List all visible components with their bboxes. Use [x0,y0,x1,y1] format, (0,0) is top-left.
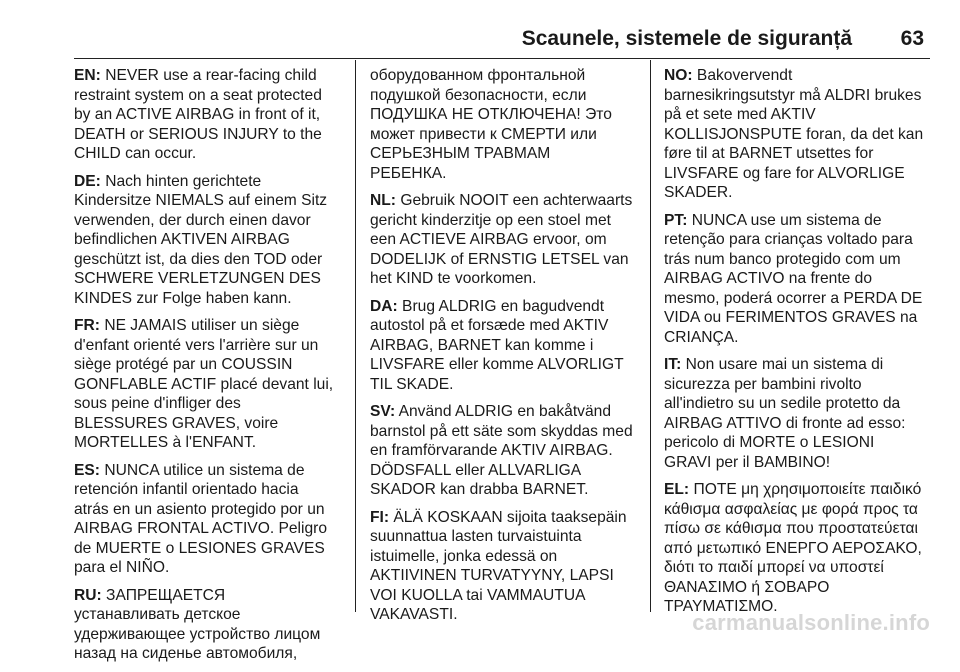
language-code: NL: [370,192,396,209]
warning-paragraph-nl [370,191,642,289]
warning-text: Non usare mai un sistema di sicurezza per bambini rivolto all'indietro su un sedile protetto da AIRBAG ATTIVO di fronte ad esso: pericolo di MORTE o LESIONI GRAVI per il BAMBINO! [664,356,906,471]
language-code: ES: [74,461,100,479]
warning-text: Gebruik NOOIT een achterwaarts gericht kinderzitje op een stoel met een ACTIEVE AIRBAG ervoor, om DODELIJK of ERNSTIG LETSEL van het KIND te voorkomen. [370,192,633,287]
warning-text: оборудованном фронтальной подушкой безопасности, если ПОДУШКА НЕ ОТКЛЮЧЕНА! Это может привести к СМЕРТИ или СЕРЬЕЗНЫМ ТРАВМАМ РЕБЕНКА. [370,67,612,182]
page-number: 63 [900,27,924,50]
warning-text: NUNCA utilice un sistema de retención infantil orientado hacia atrás en un asiento protegido por un AIRBAG FRONTAL ACTIVO. Peligro de MUERTE o LESIONES GRAVES para el NIÑO. [74,461,328,576]
language-code: FR: [74,317,100,334]
warning-paragraph-ru-continued [370,66,642,183]
language-code: DE: [74,172,101,190]
language-code: FI: [370,508,390,526]
warning-text: ÄLÄ KOSKAAN sijoita taaksepäin suunnattua lasten turvaistuinta istuimelle, jonka edessä on AKTIIVINEN TURVATYYNY, LAPSI VOI KUOLLA tai VAMMAUTUA VAKAVASTI. [370,508,627,623]
warning-text: Brug ALDRIG en bagudvendt autostol på et forsæde med AKTIV AIRBAG, BARNET kan komme i LIVSFARE eller komme ALVORLIGT TIL SKADE. [370,297,624,393]
page-header [74,18,930,59]
warning-paragraph-da [370,297,642,395]
language-code: RU: [74,586,102,604]
language-code: IT: [664,356,682,373]
language-code: SV: [370,403,396,420]
language-code: NO: [664,67,693,84]
warning-paragraph-pt [664,211,936,348]
language-code: DA: [370,297,398,315]
warning-text: Använd ALDRIG en bakåtvänd barnstol på ett säte som skyddas med en framförvarande AKTIV AIRBAG. DÖDSFALL eller ALLVARLIGA SKADOR kan drabba BARNET. [370,403,633,498]
warning-paragraph-fr [74,316,346,453]
warning-text: NEVER use a rear-facing child restraint system on a seat protected by an ACTIVE AIRBAG in front of it, DEATH or SERIOUS INJURY to the CHILD can occur. [74,67,322,162]
text-column-1 [74,66,346,672]
language-code: EL: [664,481,690,498]
language-code: PT: [664,211,688,229]
warning-paragraph-el [664,480,936,617]
language-code: EN: [74,67,101,84]
warning-paragraph-no [664,66,936,203]
column-divider-2 [650,60,651,612]
warning-text: NE JAMAIS utiliser un siège d'enfant orienté vers l'arrière sur un siège protégé par un COUSSIN GONFLABLE ACTIF placé devant lui, sous peine d'infliger des BLESSURES GRAVES, voire MORTELLES à l'ENFANT. [74,317,334,451]
warning-text: ЗАПРЕЩАЕТСЯ устанавливать детское удерживающее устройство лицом назад на сиденье автомобиля, [74,586,321,662]
watermark: carmanualsonline.info [692,610,930,635]
text-column-3 [664,66,936,625]
warning-paragraph-fi [370,508,642,625]
warning-paragraph-sv [370,402,642,500]
warning-text: NUNCA use um sistema de retenção para crianças voltado para trás num banco protegido com um AIRBAG ACTIVO na frente do mesmo, poderá ocorrer a PERDA DE VIDA ou FERIMENTOS GRAVES na CRIANÇA. [664,211,923,346]
warning-text: ΠΟΤΕ μη χρησιμοποιείτε παιδικό κάθισμα ασφαλείας με φορά προς τα πίσω σε κάθισμα που προστατεύεται από μετωπικό ΕΝΕΡΓΟ ΑΕΡΟΣΑΚΟ, διότι το παιδί μπορεί να υποστεί ΘΑΝΑΣΙΜΟ ή ΣΟΒΑΡΟ ΤΡΑΥΜΑΤΙΣΜΟ. [664,481,922,615]
warning-text: Bakovervendt barnesikringsutstyr må ALDRI brukes på et sete med AKTIV KOLLISJONSPUTE foran, da det kan føre til at BARNET utsettes for LIVSFARE og fare for ALVORLIGE SKADER. [664,67,924,201]
warning-paragraph-en [74,66,346,164]
text-column-2 [370,66,642,633]
page-title: Scaunele, sistemele de siguranță [521,27,852,50]
warning-paragraph-it [664,355,936,472]
warning-paragraph-ru [74,586,346,664]
warning-paragraph-de [74,172,346,309]
column-divider-1 [355,60,356,612]
warning-paragraph-es [74,461,346,578]
warning-text: Nach hinten gerichtete Kindersitze NIEMALS auf einem Sitz verwenden, der durch einen davor befindlichen AKTIVEN AIRBAG geschützt ist, da dies den TOD oder SCHWERE VERLETZUNGEN DES KINDES zur Folge haben kann. [74,172,328,307]
